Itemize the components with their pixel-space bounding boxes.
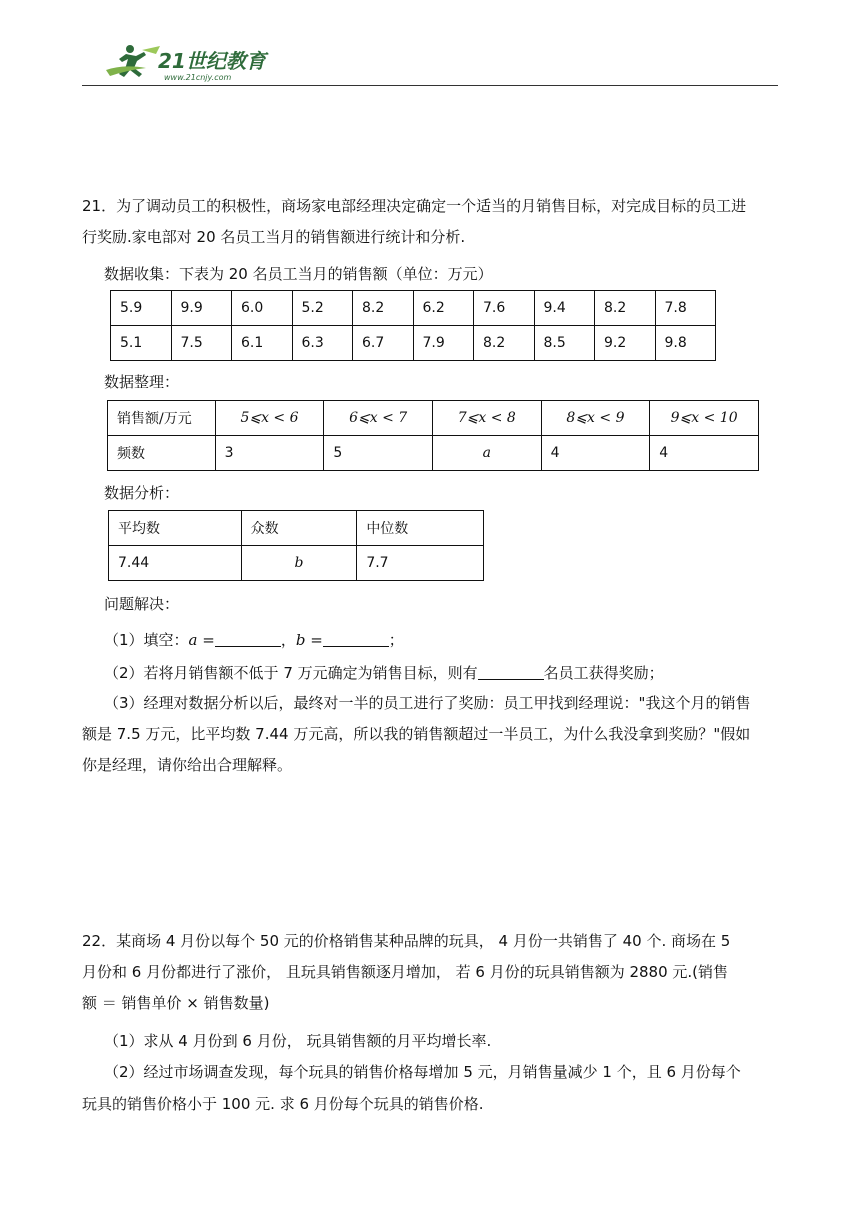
svg-text:www.21cnjy.com: www.21cnjy.com: [164, 73, 232, 82]
q21-part2: （2）若将月销售额不低于 7 万元确定为销售目标，则有 名员工获得奖励；: [104, 664, 664, 682]
freq-count: 3: [215, 436, 324, 471]
freq-interval: 9⩽x < 10: [650, 401, 759, 436]
stats-table: [108, 510, 484, 581]
q21-part1: （1）填空：a = ，b = ；: [104, 631, 404, 649]
sales-cell: 9.4: [534, 291, 595, 326]
freq-count: a: [432, 436, 541, 471]
analysis-title: 数据分析：: [104, 484, 180, 502]
sales-cell: 7.8: [655, 291, 716, 326]
sales-cell: 6.2: [413, 291, 474, 326]
answer-blank-a[interactable]: [215, 630, 281, 647]
collect-title: 数据收集：下表为 20 名员工当月的销售额（单位：万元）: [104, 265, 493, 283]
header-rule: [82, 85, 778, 86]
sales-row: [111, 326, 716, 361]
svg-text:21世纪教育: 21世纪教育: [158, 49, 266, 73]
runner-icon: [106, 45, 146, 77]
q22-part2-line1: （2）经过市场调查发现，每个玩具的销售价格每增加 5 元，月销售量减少 1 个，且 6 月份每个: [104, 1063, 741, 1081]
sales-cell: 6.3: [292, 326, 353, 361]
sales-cell: 6.7: [353, 326, 414, 361]
q22-line1: 22．某商场 4 月份以每个 50 元的价格销售某种品牌的玩具， 4 月份一共销售了 40 个. 商场在 5: [82, 932, 731, 950]
sales-cell: 6.0: [232, 291, 293, 326]
freq-count: 5: [324, 436, 433, 471]
sales-cell: 9.9: [171, 291, 232, 326]
freq-interval: 7⩽x < 8: [432, 401, 541, 436]
freq-interval: 6⩽x < 7: [324, 401, 433, 436]
q21-line2: 行奖励.家电部对 20 名员工当月的销售额进行统计和分析.: [82, 228, 466, 246]
freq-cell: 销售额/万元: [108, 401, 216, 436]
logo-21cnjy: [104, 40, 304, 84]
sales-cell: 9.2: [595, 326, 656, 361]
sales-cell: 6.1: [232, 326, 293, 361]
sales-cell: 8.2: [474, 326, 535, 361]
organize-title: 数据整理：: [104, 373, 180, 391]
stats-cell: 7.44: [109, 546, 242, 581]
stats-cell: 7.7: [357, 546, 484, 581]
sales-cell: 7.6: [474, 291, 535, 326]
sales-cell: 8.2: [353, 291, 414, 326]
q21-part3-line1: （3）经理对数据分析以后，最终对一半的员工进行了奖励：员工甲找到经理说："我这个月的销售: [104, 694, 751, 712]
stats-cell: 中位数: [357, 511, 484, 546]
freq-count: 4: [541, 436, 650, 471]
sales-row: [111, 291, 716, 326]
freq-header-row: [108, 401, 759, 436]
sales-cell: 8.5: [534, 326, 595, 361]
freq-count: 4: [650, 436, 759, 471]
sales-cell: 5.1: [111, 326, 172, 361]
freq-interval: 8⩽x < 9: [541, 401, 650, 436]
sales-cell: 7.5: [171, 326, 232, 361]
stats-cell: b: [241, 546, 357, 581]
sales-cell: 5.9: [111, 291, 172, 326]
q21-part3-rest: 额是 7.5 万元，比平均数 7.44 万元高，所以我的销售额超过一半员工，为什么我没拿到奖励？"假如 你是经理，请你给出合理解释。: [82, 725, 751, 774]
sales-table: [110, 290, 716, 361]
q22-part1: （1）求从 4 月份到 6 月份， 玩具销售额的月平均增长率.: [104, 1032, 492, 1050]
solve-title: 问题解决：: [104, 595, 180, 613]
sales-cell: 5.2: [292, 291, 353, 326]
sales-cell: 8.2: [595, 291, 656, 326]
q22-line2: 月份和 6 月份都进行了涨价， 且玩具销售额逐月增加， 若 6 月份的玩具销售额为 2880 元.(销售: [82, 963, 729, 981]
frequency-table: [107, 400, 759, 471]
freq-cell: 频数: [108, 436, 216, 471]
stats-header-row: [109, 511, 484, 546]
stats-cell: 平均数: [109, 511, 242, 546]
answer-blank-count[interactable]: [478, 663, 544, 680]
page-header: [82, 38, 778, 86]
q21-line1: 21．为了调动员工的积极性，商场家电部经理决定确定一个适当的月销售目标，对完成目标的员工进: [82, 197, 747, 215]
sales-cell: 9.8: [655, 326, 716, 361]
q22-line3: 额 ＝ 销售单价 × 销售数量): [82, 994, 270, 1012]
stats-cell: 众数: [241, 511, 357, 546]
answer-blank-b[interactable]: [323, 630, 389, 647]
freq-interval: 5⩽x < 6: [215, 401, 324, 436]
q22-text: [82, 926, 780, 1019]
sales-cell: 7.9: [413, 326, 474, 361]
q21-text: [82, 191, 780, 253]
stats-value-row: [109, 546, 484, 581]
q22-part2-line2: 玩具的销售价格小于 100 元. 求 6 月份每个玩具的销售价格.: [82, 1095, 484, 1113]
freq-count-row: [108, 436, 759, 471]
